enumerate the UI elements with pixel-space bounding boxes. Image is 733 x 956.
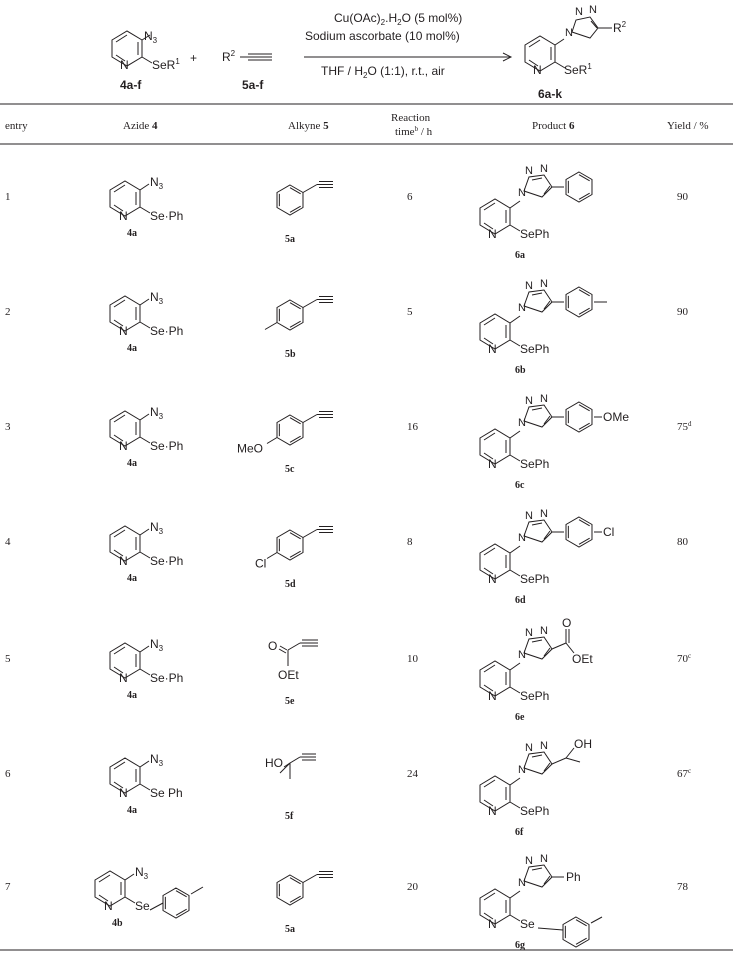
product-substituent: OH [574, 737, 592, 751]
azide-n: N [119, 209, 128, 223]
azide-structure [110, 181, 150, 216]
alkyne-structure [265, 297, 333, 331]
table-header [5, 112, 709, 138]
azide-n3: $N_3$ [150, 752, 164, 768]
alkyne-structure [280, 754, 316, 779]
alkyne-structure [279, 640, 318, 666]
product-structure [480, 172, 592, 234]
triazole-n1: N [518, 187, 526, 199]
triazole-n1: N [518, 764, 526, 776]
triazole-n3: N [540, 163, 548, 175]
product-n: N [488, 689, 497, 703]
azide-n: N [119, 786, 128, 800]
header-alkyne: Alkyne 5 [288, 120, 329, 132]
alkyne-structure [267, 412, 333, 446]
table-body [5, 163, 692, 951]
azide-n: N [119, 324, 128, 338]
yield-value: 90 [677, 191, 688, 203]
reaction-time: 16 [407, 421, 418, 433]
alkyne-ring [277, 530, 303, 560]
reaction-time: 5 [407, 306, 413, 318]
product-structure [480, 402, 602, 464]
triazole-n1: N [518, 877, 526, 889]
product-se: SePh [520, 689, 550, 703]
triazole-n3: N [540, 278, 548, 290]
azide-n3: $N_3$ [150, 405, 164, 421]
triazole-n3: N [540, 393, 548, 405]
scheme-product-r2: $R^2$ [613, 20, 627, 35]
product-structure [480, 748, 580, 811]
product-se: SePh [520, 227, 550, 241]
header-azide: Azide 4 [123, 120, 158, 132]
scheme-product-ser: SeR$^1$ [564, 62, 592, 77]
alkyne-label: 5a [285, 924, 295, 935]
azide-structure [110, 411, 150, 446]
triazole-n2: N [525, 627, 533, 639]
azide-label: 4a [127, 343, 137, 354]
azide-structure [110, 643, 150, 678]
triazole-n3: N [540, 740, 548, 752]
triazole-n3: N [540, 508, 548, 520]
alkyne-triple-bond [240, 54, 272, 60]
triazole-n2: N [525, 280, 533, 292]
azide-n3: $N_3$ [150, 637, 164, 653]
triazole-n1: N [518, 417, 526, 429]
azide-label: 4a [127, 458, 137, 469]
alkyne-label: 5f [285, 811, 294, 822]
triazole-n1: N [518, 649, 526, 661]
table-row [5, 737, 691, 838]
table-row [5, 853, 689, 951]
alkyne-label: 5a [285, 234, 295, 245]
yield-value: 75$^d$ [677, 420, 692, 433]
triazole-n2: N [525, 395, 533, 407]
alkyne-carbonyl-o: O [268, 639, 278, 653]
azide-structure [110, 758, 150, 793]
alkyne-ring [277, 185, 303, 215]
product-n: N [488, 457, 497, 471]
reaction-time: 6 [407, 191, 413, 203]
product-n: N [488, 804, 497, 818]
product-se: SePh [520, 457, 550, 471]
alkyne-ring [277, 415, 303, 445]
alkyne-substituent: MeO [237, 441, 264, 456]
reaction-time: 24 [407, 768, 418, 780]
entry-number: 1 [5, 191, 11, 203]
alkyne-structure [277, 182, 333, 216]
product-substituent: Ph [566, 870, 581, 884]
yield-value: 90 [677, 306, 688, 318]
scheme-azide-ser: SeR$^1$ [152, 57, 180, 72]
product-aryl-ring [566, 287, 592, 317]
scheme-product-n: N [533, 63, 542, 77]
yield-value: 80 [677, 536, 688, 548]
scheme-plus: + [190, 51, 198, 65]
entry-number: 2 [5, 306, 11, 318]
table-row [5, 163, 689, 261]
scheme-azide-n3: $N_3$ [144, 29, 158, 45]
product-carbonyl-o: O [562, 616, 572, 630]
header-time-line1: Reaction [391, 112, 431, 124]
azide-se: Se [135, 899, 150, 913]
product-label: 6e [515, 712, 525, 723]
product-aryl-ring [566, 172, 592, 202]
alkyne-ring [277, 300, 303, 330]
reaction-time: 20 [407, 881, 418, 893]
azide-n3: $N_3$ [150, 520, 164, 536]
alkyne-structure [277, 872, 333, 906]
scheme-conditions-2: Sodium ascorbate (10 mol%) [305, 29, 460, 43]
azide-n: N [119, 671, 128, 685]
azide-structure [110, 296, 150, 331]
product-substituent: OEt [572, 652, 593, 666]
azide-label: 4a [127, 805, 137, 816]
azide-label: 4a [127, 228, 137, 239]
header-yield: Yield / % [667, 120, 709, 132]
alkyne-substituent: OEt [278, 668, 299, 682]
alkyne-substituent: HO [265, 756, 283, 770]
table-row [5, 278, 689, 376]
azide-se: Se·Ph [150, 209, 184, 223]
table-row [5, 508, 689, 606]
reaction-time: 10 [407, 653, 418, 665]
triazole-n2: N [525, 742, 533, 754]
product-label: 6d [515, 595, 526, 606]
alkyne-substituent: Cl [255, 556, 267, 571]
scheme-conditions-3: THF / $H_2O$ (1:1), r.t., air [321, 64, 445, 80]
azide-se: Se·Ph [150, 671, 184, 685]
azide-se: Se Ph [150, 786, 183, 800]
scheme-triazole-n2: N [575, 6, 583, 18]
triazole-n2: N [525, 165, 533, 177]
alkyne-label: 5c [285, 464, 295, 475]
azide-label: 4a [127, 573, 137, 584]
alkyne-ring [277, 875, 303, 905]
triazole-n3: N [540, 625, 548, 637]
azide-n3: $N_3$ [135, 865, 149, 881]
scheme-conditions-1: $Cu(OAc)_2.H_2O$ (5 mol%) [334, 11, 463, 27]
product-structure [480, 629, 574, 696]
product-label: 6f [515, 827, 524, 838]
alkyne-structure [267, 527, 333, 561]
azide-se: Se·Ph [150, 554, 184, 568]
tolyl-ring [163, 888, 189, 918]
azide-label: 4b [112, 918, 123, 929]
header-entry: entry [5, 120, 28, 132]
product-label: 6c [515, 480, 525, 491]
triazole-n1: N [518, 302, 526, 314]
product-n: N [488, 227, 497, 241]
product-n: N [488, 917, 497, 931]
alkyne-label: 5b [285, 349, 296, 360]
table-row [5, 616, 691, 723]
product-se: SePh [520, 572, 550, 586]
product-label: 6a [515, 250, 525, 261]
header-time-line2: time$^b$ / h [395, 125, 433, 138]
yield-value: 70$^c$ [677, 652, 692, 665]
product-se: SePh [520, 804, 550, 818]
entry-number: 4 [5, 536, 11, 548]
product-tolyl-ring [563, 917, 589, 947]
scheme-reagent-label: 4a-f [120, 78, 142, 92]
product-substituent: Cl [603, 525, 615, 539]
product-label: 6g [515, 940, 525, 951]
scheme-triazole-n1: N [565, 27, 573, 39]
triazole-n3: N [540, 853, 548, 865]
product-substituent: OMe [603, 410, 630, 424]
product-n: N [488, 572, 497, 586]
table-row [5, 393, 692, 491]
yield-value: 67$^c$ [677, 767, 692, 780]
azide-n3: $N_3$ [150, 175, 164, 191]
scheme-alkyne-r2: $R^2$ [222, 49, 236, 64]
alkyne-label: 5e [285, 696, 295, 707]
azide-label: 4a [127, 690, 137, 701]
azide-n3: $N_3$ [150, 290, 164, 306]
azide-n: N [119, 439, 128, 453]
scheme-product-label: 6a-k [538, 87, 563, 101]
triazole-n1: N [518, 532, 526, 544]
reaction-arrow [304, 53, 511, 61]
reaction-time: 8 [407, 536, 413, 548]
product-aryl-ring [566, 517, 592, 547]
product-aryl-ring [566, 402, 592, 432]
entry-number: 7 [5, 881, 11, 893]
entry-number: 3 [5, 421, 11, 433]
product-structure [480, 287, 607, 349]
scheme-alkyne-label: 5a-f [242, 78, 264, 92]
product-structure [480, 865, 602, 947]
scheme-triazole-n3: N [589, 4, 597, 16]
alkyne-label: 5d [285, 579, 296, 590]
product-se: Se [520, 917, 535, 931]
triazole-n2: N [525, 855, 533, 867]
azide-n: N [104, 899, 113, 913]
triazole-n2: N [525, 510, 533, 522]
yield-value: 78 [677, 881, 688, 893]
scheme-azide-n: N [120, 58, 129, 72]
product-label: 6b [515, 365, 526, 376]
table-rules [0, 104, 733, 950]
product-structure [480, 517, 602, 579]
entry-number: 6 [5, 768, 11, 780]
header-product: Product 6 [532, 120, 575, 132]
azide-se: Se·Ph [150, 439, 184, 453]
entry-number: 5 [5, 653, 11, 665]
azide-n: N [119, 554, 128, 568]
product-n: N [488, 342, 497, 356]
azide-structure [110, 526, 150, 561]
product-se: SePh [520, 342, 550, 356]
azide-se: Se·Ph [150, 324, 184, 338]
